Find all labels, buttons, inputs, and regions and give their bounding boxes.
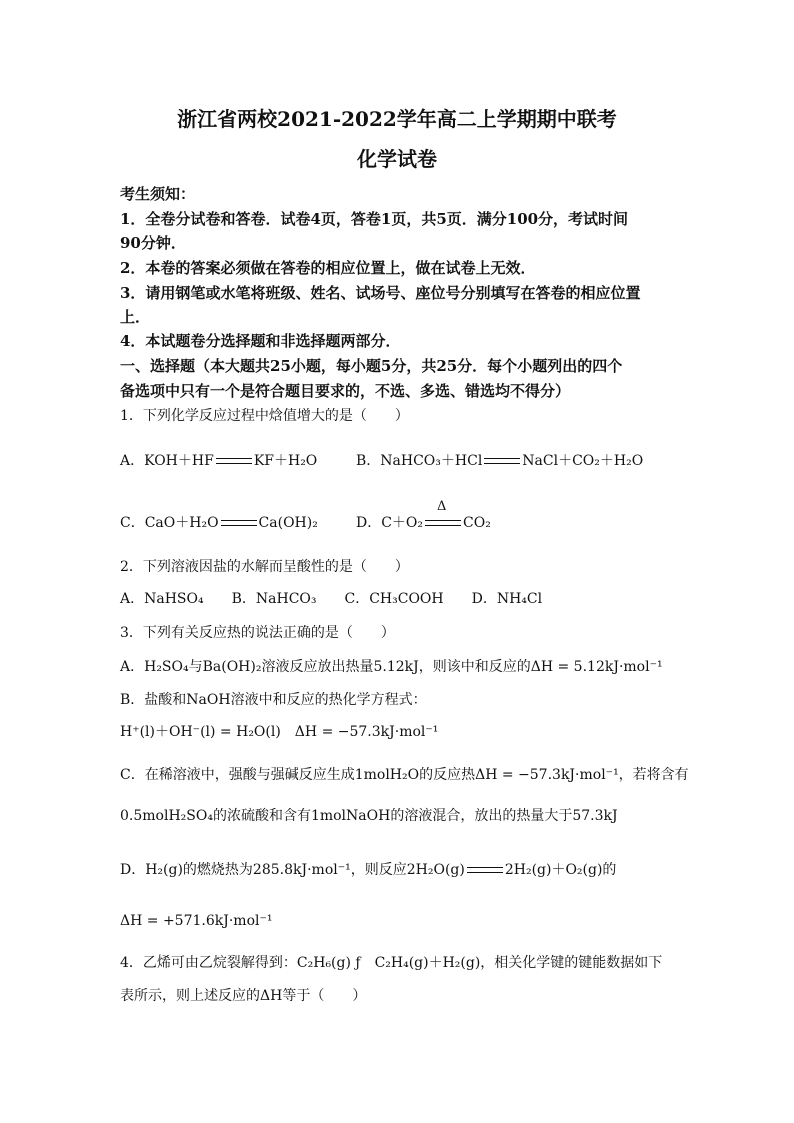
notice-line: 上． [120,308,151,326]
option-d-continued: ΔH = +571.6kJ·mol⁻¹ [120,913,273,929]
option-c: C．在稀溶液中，强酸与强碱反应生成1molH₂O的反应热ΔH = −57.3kJ·mol⁻¹，若将含有 [120,767,689,783]
question-stem: 4．乙烯可由乙烷裂解得到：C₂H₆(g) ƒ C₂H₄(g)＋H₂(g)，相关化学键的键能数据如下 [120,955,663,971]
page-title: 浙江省两校2021-2022学年高二上学期期中联考 [177,107,617,131]
notice-line: 1．全卷分试卷和答卷．试卷4页，答卷1页，共5页．满分100分，考试时间 [120,210,629,228]
option-b: B．盐酸和NaOH溶液中和反应的热化学方程式： [120,692,427,708]
option-a-rhs: KF＋H₂O [253,453,318,469]
heating-equals-sign [425,499,461,526]
notice-line: 3．请用钢笔或水笔将班级、姓名、试场号、座位号分别填写在答卷的相应位置 [120,284,641,302]
notice-heading: 考生须知： [120,185,196,203]
option-d [356,499,491,532]
equals-sign [221,520,257,526]
section-heading: 备选项中只有一个是符合题目要求的，不选、多选、错选均不得分） [120,382,571,400]
question-stem: 3．下列有关反应热的说法正确的是（ ） [120,625,395,641]
option-b [356,450,643,470]
equation: H⁺(l)＋OH⁻(l) = H₂O(l) ΔH = −57.3kJ·mol⁻¹ [120,724,439,740]
option-c-continued: 0.5molH₂SO₄的浓硫酸和含有1molNaOH的溶液混合，放出的热量大于57.3kJ [120,808,618,824]
option-d-text: D．H₂(g)的燃烧热为285.8kJ·mol⁻¹，则反应2H₂O(g) [120,862,465,878]
option-d-rhs: CO₂ [463,515,491,531]
option-c-rhs: Ca(OH)₂ [258,515,318,531]
option-a [120,450,317,470]
page-subtitle: 化学试卷 [357,147,437,171]
question-stem: 1．下列化学反应过程中焓值增大的是（ ） [120,408,409,424]
option-d-lhs: D．C＋O₂ [356,515,424,531]
option-a-lhs: A．KOH＋HF [120,453,214,469]
option-b-rhs: NaCl＋CO₂＋H₂O [522,453,644,469]
option-d-text-end: 2H₂(g)＋O₂(g)的 [504,862,617,878]
question-options: A．NaHSO₄ B．NaHCO₃ C．CH₃COOH D．NH₄Cl [120,591,543,607]
equals-sign [467,867,503,873]
heat-condition: Δ [437,499,447,514]
section-heading: 一、选择题（本大题共25小题，每小题5分，共25分．每个小题列出的四个 [120,357,623,375]
option-c [120,512,318,532]
question-stem: 2．下列溶液因盐的水解而呈酸性的是（ ） [120,559,409,575]
option-d [120,859,616,879]
option-a: A．H₂SO₄与Ba(OH)₂溶液反应放出热量5.12kJ，则该中和反应的ΔH = 5.12kJ·mol⁻¹ [120,659,663,675]
equals-sign [484,458,520,464]
question-stem-continued: 表所示，则上述反应的ΔH等于（ ） [120,988,367,1004]
notice-line: 4．本试题卷分选择题和非选择题两部分． [120,332,401,350]
notice-line: 90分钟． [120,234,186,252]
option-c-lhs: C．CaO＋H₂O [120,515,219,531]
option-b-lhs: B．NaHCO₃＋HCl [356,453,483,469]
notice-line: 2．本卷的答案必须做在答卷的相应位置上，做在试卷上无效． [120,259,536,277]
equals-sign [216,458,252,464]
